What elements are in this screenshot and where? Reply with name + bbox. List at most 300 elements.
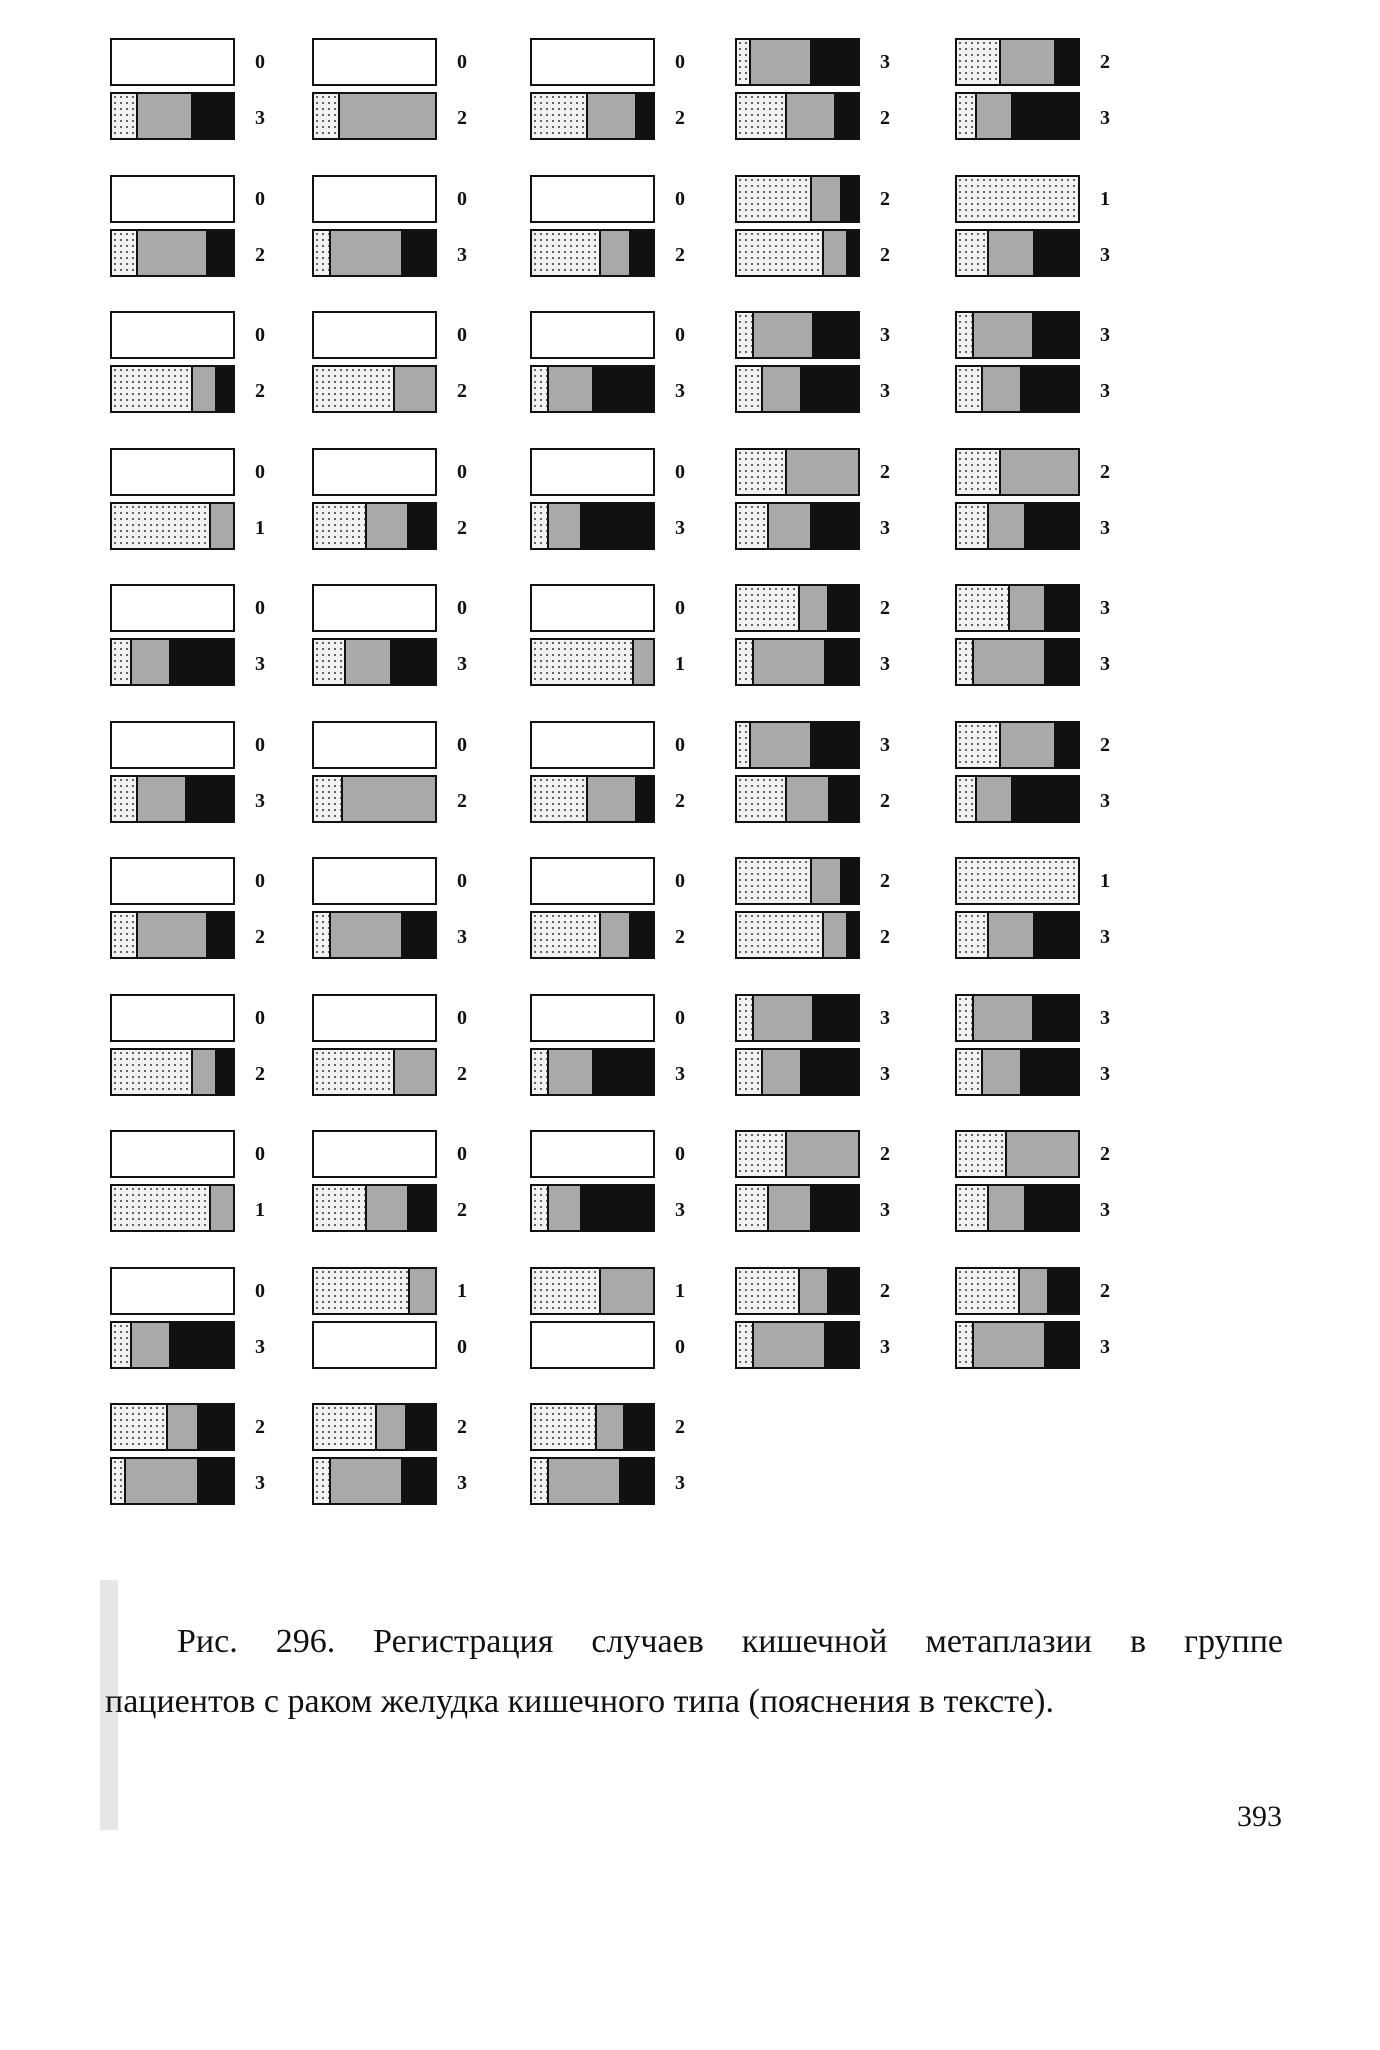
bar-bottom: [530, 1048, 655, 1096]
bar-bottom: [735, 92, 860, 140]
segment-gray: [822, 231, 846, 275]
bottom-score-label: 2: [880, 107, 890, 129]
segment-black: [215, 1050, 233, 1094]
segment-gray: [987, 913, 1033, 957]
bar-pair: [530, 719, 730, 837]
segment-gray: [987, 231, 1033, 275]
segment-dot: [112, 367, 191, 411]
segment-gray: [752, 313, 813, 357]
bar-top: [735, 448, 860, 496]
bar-pair: [955, 1265, 1155, 1383]
bar-top: [110, 448, 235, 496]
segment-dot: [314, 1050, 393, 1094]
segment-black: [206, 913, 233, 957]
top-score-label: 1: [457, 1280, 467, 1302]
segment-dot: [737, 231, 822, 275]
bar-bottom: [735, 911, 860, 959]
segment-dot: [957, 996, 972, 1040]
segment-black: [834, 94, 858, 138]
segment-black: [1054, 723, 1078, 767]
segment-gray: [341, 777, 435, 821]
segment-gray: [365, 1186, 407, 1230]
segment-black: [810, 504, 858, 548]
bar-pair: [955, 36, 1155, 154]
bar-bottom: [955, 1048, 1080, 1096]
bar-top: [530, 1267, 655, 1315]
segment-black: [824, 1323, 858, 1367]
segment-dot: [957, 723, 999, 767]
top-score-label: 0: [457, 51, 467, 73]
segment-dot: [957, 1050, 981, 1094]
bar-pair: [312, 992, 512, 1110]
bar-top: [530, 584, 655, 632]
bar-bottom: [530, 92, 655, 140]
segment-black: [840, 859, 858, 903]
segment-dot: [112, 231, 136, 275]
top-score-label: 0: [675, 1143, 685, 1165]
bottom-score-label: 3: [1100, 244, 1110, 266]
segment-gray: [586, 94, 634, 138]
bar-bottom: [955, 775, 1080, 823]
bar-pair: [312, 1128, 512, 1246]
bar-pair: [110, 582, 310, 700]
bar-top: [312, 1130, 437, 1178]
segment-dot: [112, 1323, 130, 1367]
top-score-label: 2: [1100, 51, 1110, 73]
bar-top: [312, 38, 437, 86]
bottom-score-label: 3: [880, 1063, 890, 1085]
bar-bottom: [312, 229, 437, 277]
bar-top: [312, 584, 437, 632]
top-score-label: 3: [880, 51, 890, 73]
bar-bottom: [530, 1457, 655, 1505]
segment-gray: [166, 1405, 196, 1449]
bottom-score-label: 3: [1100, 790, 1110, 812]
bar-top: [955, 175, 1080, 223]
top-score-label: 0: [255, 1007, 265, 1029]
bottom-score-label: 3: [880, 653, 890, 675]
segment-gray: [547, 1050, 593, 1094]
bar-bottom: [312, 911, 437, 959]
bar-top: [530, 1403, 655, 1451]
bottom-score-label: 3: [1100, 380, 1110, 402]
bottom-score-label: 3: [1100, 1063, 1110, 1085]
segment-gray: [810, 177, 840, 221]
segment-dot: [532, 913, 599, 957]
bar-pair: [312, 309, 512, 427]
bar-top: [110, 175, 235, 223]
bottom-score-label: 1: [255, 517, 265, 539]
bar-top: [312, 994, 437, 1042]
segment-gray: [749, 723, 810, 767]
segment-black: [827, 586, 858, 630]
bar-top: [735, 311, 860, 359]
bar-pair: [312, 1265, 512, 1383]
segment-dot: [737, 640, 752, 684]
segment-dot: [957, 177, 1078, 221]
segment-black: [840, 177, 858, 221]
top-score-label: 2: [880, 188, 890, 210]
segment-dot: [532, 640, 632, 684]
top-score-label: 0: [255, 324, 265, 346]
segment-gray: [130, 1323, 169, 1367]
segment-black: [800, 367, 858, 411]
bar-bottom: [110, 365, 235, 413]
segment-gray: [595, 1405, 623, 1449]
segment-gray: [136, 777, 184, 821]
segment-black: [1033, 231, 1078, 275]
top-score-label: 2: [1100, 1143, 1110, 1165]
bar-top: [735, 38, 860, 86]
top-score-label: 0: [457, 461, 467, 483]
bar-bottom: [312, 1184, 437, 1232]
segment-dot: [737, 913, 822, 957]
bottom-score-label: 2: [457, 380, 467, 402]
segment-gray: [1018, 1269, 1047, 1313]
segment-dot: [314, 367, 393, 411]
segment-gray: [972, 313, 1033, 357]
top-score-label: 2: [880, 1280, 890, 1302]
segment-dot: [737, 40, 749, 84]
segment-dot: [957, 94, 975, 138]
top-score-label: 0: [675, 734, 685, 756]
bar-top: [110, 584, 235, 632]
bar-top: [735, 1267, 860, 1315]
segment-gray: [975, 94, 1011, 138]
top-score-label: 0: [255, 1143, 265, 1165]
bottom-score-label: 3: [1100, 1199, 1110, 1221]
bottom-score-label: 3: [880, 1199, 890, 1221]
segment-gray: [987, 504, 1023, 548]
bar-pair: [955, 992, 1155, 1110]
segment-gray: [329, 913, 402, 957]
bar-pair: [110, 173, 310, 291]
bar-bottom: [530, 1321, 655, 1369]
bar-top: [110, 1267, 235, 1315]
bar-pair: [955, 855, 1155, 973]
segment-black: [810, 1186, 858, 1230]
bar-pair: [735, 309, 935, 427]
segment-gray: [136, 231, 206, 275]
segment-dot: [737, 859, 810, 903]
bar-top: [955, 448, 1080, 496]
bottom-score-label: 2: [675, 926, 685, 948]
bar-top: [110, 857, 235, 905]
bar-pair: [530, 1128, 730, 1246]
segment-dot: [737, 450, 785, 494]
segment-dot: [957, 450, 999, 494]
bottom-score-label: 3: [880, 517, 890, 539]
bottom-score-label: 2: [675, 244, 685, 266]
bar-bottom: [312, 1457, 437, 1505]
segment-dot: [112, 1405, 166, 1449]
segment-black: [407, 1186, 435, 1230]
segment-dot: [737, 1323, 752, 1367]
bottom-score-label: 3: [675, 517, 685, 539]
bar-pair: [110, 1401, 310, 1519]
bottom-score-label: 2: [255, 1063, 265, 1085]
bar-pair: [110, 309, 310, 427]
bar-bottom: [312, 638, 437, 686]
bar-top: [955, 311, 1080, 359]
bar-pair: [530, 173, 730, 291]
segment-dot: [314, 94, 338, 138]
segment-dot: [532, 94, 586, 138]
segment-black: [827, 1269, 858, 1313]
segment-black: [623, 1405, 653, 1449]
segment-gray: [999, 40, 1053, 84]
bottom-score-label: 0: [457, 1336, 467, 1358]
top-score-label: 0: [675, 461, 685, 483]
bar-pair: [312, 719, 512, 837]
segment-dot: [957, 313, 972, 357]
segment-black: [824, 640, 858, 684]
bar-bottom: [312, 92, 437, 140]
segment-gray: [599, 1269, 653, 1313]
bar-pair: [735, 36, 935, 154]
caption-line-2: пациентов с раком желудка кишечного типа (пояснения в тексте).: [105, 1683, 1054, 1720]
bar-pair: [735, 719, 935, 837]
segment-black: [197, 1459, 233, 1503]
bar-pair: [530, 36, 730, 154]
bar-bottom: [955, 1321, 1080, 1369]
segment-gray: [329, 1459, 402, 1503]
segment-dot: [737, 367, 761, 411]
segment-gray: [599, 231, 629, 275]
segment-dot: [957, 777, 975, 821]
bar-top: [735, 721, 860, 769]
bar-top: [312, 175, 437, 223]
bar-top: [530, 38, 655, 86]
bar-top: [530, 1130, 655, 1178]
bar-bottom: [735, 775, 860, 823]
bar-bottom: [955, 502, 1080, 550]
bottom-score-label: 3: [457, 1472, 467, 1494]
segment-black: [619, 1459, 653, 1503]
segment-dot: [737, 586, 798, 630]
bar-bottom: [735, 502, 860, 550]
segment-gray: [785, 450, 858, 494]
segment-black: [1033, 913, 1078, 957]
segment-black: [1020, 367, 1078, 411]
segment-gray: [209, 504, 233, 548]
bar-top: [530, 311, 655, 359]
bar-pair: [735, 446, 935, 564]
bottom-score-label: 2: [255, 244, 265, 266]
segment-black: [185, 777, 233, 821]
bottom-score-label: 3: [255, 790, 265, 812]
segment-black: [1032, 996, 1078, 1040]
segment-black: [580, 504, 653, 548]
bar-pair: [735, 855, 935, 973]
top-score-label: 3: [1100, 324, 1110, 346]
segment-dot: [314, 1405, 375, 1449]
segment-gray: [752, 640, 825, 684]
segment-gray: [1005, 1132, 1078, 1176]
top-score-label: 0: [675, 51, 685, 73]
bottom-score-label: 3: [880, 1336, 890, 1358]
segment-black: [206, 231, 233, 275]
bottom-score-label: 2: [255, 926, 265, 948]
segment-dot: [957, 859, 1078, 903]
segment-dot: [112, 1459, 124, 1503]
bar-bottom: [110, 1184, 235, 1232]
segment-black: [828, 777, 858, 821]
segment-dot: [957, 913, 987, 957]
bottom-score-label: 2: [255, 380, 265, 402]
bar-pair: [735, 992, 935, 1110]
bar-top: [955, 38, 1080, 86]
segment-black: [800, 1050, 858, 1094]
bar-bottom: [110, 92, 235, 140]
bar-bottom: [530, 775, 655, 823]
bar-bottom: [110, 502, 235, 550]
segment-dot: [314, 1459, 329, 1503]
segment-gray: [975, 777, 1011, 821]
segment-black: [810, 40, 858, 84]
segment-dot: [532, 1459, 547, 1503]
bottom-score-label: 3: [255, 653, 265, 675]
segment-dot: [532, 367, 547, 411]
top-score-label: 3: [880, 734, 890, 756]
bar-top: [110, 311, 235, 359]
top-score-label: 2: [880, 1143, 890, 1165]
segment-gray: [785, 1132, 858, 1176]
bar-bottom: [110, 229, 235, 277]
bar-pair: [955, 173, 1155, 291]
segment-black: [401, 1459, 435, 1503]
top-score-label: 2: [457, 1416, 467, 1438]
segment-gray: [191, 1050, 215, 1094]
bar-bottom: [530, 638, 655, 686]
segment-gray: [767, 504, 809, 548]
segment-gray: [124, 1459, 197, 1503]
caption-line-1: Рис. 296. Регистрация случаев кишечной метаплазии в группе: [177, 1623, 1283, 1660]
bottom-score-label: 3: [457, 653, 467, 675]
segment-dot: [957, 504, 987, 548]
top-score-label: 0: [457, 870, 467, 892]
segment-gray: [632, 640, 653, 684]
bar-pair: [735, 173, 935, 291]
segment-dot: [957, 640, 972, 684]
bar-top: [735, 584, 860, 632]
segment-black: [1020, 1050, 1078, 1094]
segment-dot: [314, 640, 344, 684]
bar-pair: [110, 992, 310, 1110]
bar-top: [110, 1403, 235, 1451]
bar-bottom: [110, 775, 235, 823]
top-score-label: 2: [675, 1416, 685, 1438]
segment-dot: [737, 1132, 785, 1176]
segment-dot: [112, 1186, 209, 1230]
top-score-label: 0: [457, 734, 467, 756]
bar-pair: [955, 719, 1155, 837]
segment-black: [810, 723, 858, 767]
bar-pair: [955, 309, 1155, 427]
bar-top: [312, 311, 437, 359]
segment-dot: [737, 723, 749, 767]
segment-black: [390, 640, 435, 684]
segment-gray: [767, 1186, 809, 1230]
top-score-label: 1: [1100, 188, 1110, 210]
segment-dot: [737, 313, 752, 357]
segment-gray: [130, 640, 169, 684]
bottom-score-label: 2: [457, 517, 467, 539]
bottom-score-label: 3: [1100, 517, 1110, 539]
segment-black: [812, 313, 858, 357]
segment-gray: [599, 913, 629, 957]
bar-pair: [530, 1265, 730, 1383]
segment-dot: [112, 94, 136, 138]
top-score-label: 0: [255, 188, 265, 210]
bar-pair: [312, 1401, 512, 1519]
bottom-score-label: 3: [675, 380, 685, 402]
bar-bottom: [530, 229, 655, 277]
bottom-score-label: 2: [457, 790, 467, 812]
top-score-label: 3: [880, 324, 890, 346]
bar-pair: [955, 446, 1155, 564]
segment-gray: [972, 640, 1045, 684]
metaplasia-figure: [110, 36, 1290, 1536]
bottom-score-label: 3: [1100, 107, 1110, 129]
bar-bottom: [530, 1184, 655, 1232]
bar-bottom: [955, 1184, 1080, 1232]
segment-dot: [314, 913, 329, 957]
segment-gray: [987, 1186, 1023, 1230]
bar-bottom: [312, 502, 437, 550]
segment-gray: [375, 1405, 405, 1449]
bar-pair: [110, 855, 310, 973]
bar-bottom: [312, 1321, 437, 1369]
top-score-label: 0: [675, 597, 685, 619]
bottom-score-label: 3: [1100, 1336, 1110, 1358]
bar-pair: [955, 1128, 1155, 1246]
top-score-label: 2: [255, 1416, 265, 1438]
segment-black: [1047, 1269, 1078, 1313]
bar-pair: [110, 36, 310, 154]
bar-top: [955, 857, 1080, 905]
segment-black: [215, 367, 233, 411]
bottom-score-label: 2: [457, 1063, 467, 1085]
segment-gray: [547, 1186, 581, 1230]
bottom-score-label: 3: [880, 380, 890, 402]
figure-caption: [105, 1612, 1283, 1732]
segment-black: [169, 1323, 233, 1367]
bottom-score-label: 3: [457, 244, 467, 266]
segment-gray: [547, 367, 593, 411]
bar-pair: [312, 36, 512, 154]
bottom-score-label: 0: [675, 1336, 685, 1358]
bar-pair: [110, 446, 310, 564]
bar-bottom: [110, 1457, 235, 1505]
segment-gray: [1008, 586, 1044, 630]
bar-bottom: [110, 638, 235, 686]
bar-pair: [530, 855, 730, 973]
segment-gray: [191, 367, 215, 411]
bar-top: [955, 1267, 1080, 1315]
segment-gray: [798, 586, 827, 630]
bar-top: [955, 994, 1080, 1042]
top-score-label: 0: [457, 1007, 467, 1029]
top-score-label: 0: [457, 1143, 467, 1165]
segment-black: [812, 996, 858, 1040]
segment-black: [580, 1186, 653, 1230]
top-score-label: 0: [457, 324, 467, 346]
segment-black: [401, 231, 435, 275]
segment-gray: [752, 1323, 825, 1367]
segment-dot: [737, 504, 767, 548]
segment-dot: [957, 367, 981, 411]
